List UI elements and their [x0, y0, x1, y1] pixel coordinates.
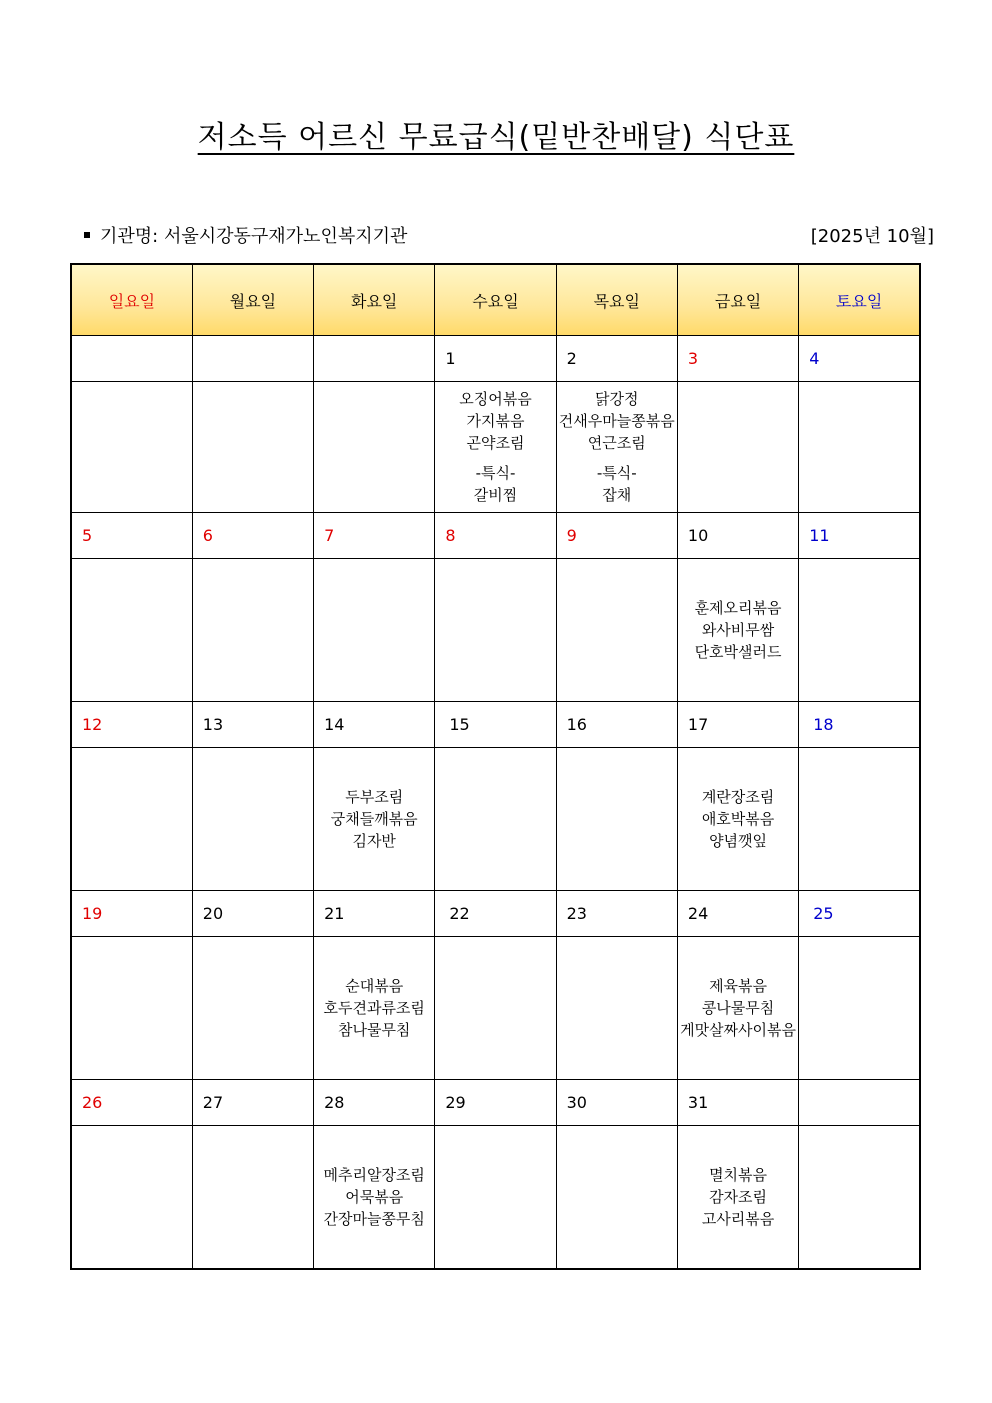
week-2-dates [71, 513, 920, 559]
date-cell: 15 [435, 702, 556, 748]
menu-cell [71, 748, 192, 891]
menu-cell [192, 937, 313, 1080]
menu-cell [71, 937, 192, 1080]
weekday-thursday: 목요일 [556, 264, 677, 336]
menu-cell [677, 559, 798, 702]
date-cell: 1 [435, 336, 556, 382]
menu-item: 김자반 [352, 832, 396, 850]
date-cell [192, 336, 313, 382]
date-cell: 10 [677, 513, 798, 559]
menu-item: 호두견과류조림 [323, 999, 425, 1017]
meal-calendar [70, 263, 921, 1270]
date-cell: 17 [677, 702, 798, 748]
menu-item: 오징어볶음 [459, 390, 532, 408]
menu-item: 애호박볶음 [701, 810, 775, 828]
date-cell: 2 [556, 336, 677, 382]
date-cell: 4 [799, 336, 920, 382]
date-cell: 27 [192, 1080, 313, 1126]
date-cell: 3 [677, 336, 798, 382]
page-title: 저소득 어르신 무료급식(밑반찬배달) 식단표 [197, 120, 795, 155]
weekday-friday: 금요일 [677, 264, 798, 336]
date-cell: 20 [192, 891, 313, 937]
menu-cell [799, 559, 920, 702]
date-cell: 26 [71, 1080, 192, 1126]
week-1-dates [71, 336, 920, 382]
menu-item: 단호박샐러드 [694, 643, 782, 661]
date-cell: 18 [799, 702, 920, 748]
menu-item: 메추리알장조림 [323, 1166, 425, 1184]
menu-cell [71, 559, 192, 702]
menu-item: 두부조림 [345, 788, 404, 806]
menu-cell [435, 382, 556, 513]
date-cell: 21 [314, 891, 435, 937]
menu-item: 와사비무쌈 [701, 621, 775, 639]
date-cell: 23 [556, 891, 677, 937]
menu-item: 연근조림 [587, 434, 646, 452]
date-cell: 22 [435, 891, 556, 937]
date-cell: 7 [314, 513, 435, 559]
menu-item: 멸치볶음 [709, 1166, 768, 1184]
menu-cell [314, 748, 435, 891]
week-5-menus [71, 1126, 920, 1270]
menu-item: 훈제오리볶음 [694, 599, 782, 617]
menu-item: 양념깻잎 [709, 832, 768, 850]
menu-item: 건새우마늘쫑볶음 [558, 412, 675, 430]
menu-cell [435, 937, 556, 1080]
menu-cell [677, 1126, 798, 1270]
menu-item: 계란장조림 [701, 788, 775, 806]
menu-cell [556, 748, 677, 891]
weekday-monday: 월요일 [192, 264, 313, 336]
week-3-menus [71, 748, 920, 891]
menu-item: 간장마늘쫑무침 [323, 1210, 425, 1228]
menu-item: 가지볶음 [466, 412, 525, 430]
week-4-menus [71, 937, 920, 1080]
menu-cell [799, 748, 920, 891]
menu-cell [556, 937, 677, 1080]
menu-item: 어묵볶음 [345, 1188, 404, 1206]
menu-item: 고사리볶음 [701, 1210, 775, 1228]
period-label: [2025년 10월] [810, 226, 934, 247]
special-label: -특식- [475, 464, 516, 482]
menu-cell [677, 382, 798, 513]
date-cell: 8 [435, 513, 556, 559]
bullet-icon [84, 232, 90, 238]
date-cell: 24 [677, 891, 798, 937]
organization-name: 기관명: 서울시강동구재가노인복지기관 [100, 226, 408, 247]
date-cell: 11 [799, 513, 920, 559]
menu-cell [435, 1126, 556, 1270]
menu-item: 잡채 [602, 486, 632, 504]
menu-item: 제육볶음 [709, 977, 768, 995]
week-3-dates [71, 702, 920, 748]
menu-item: 감자조림 [709, 1188, 768, 1206]
date-cell: 9 [556, 513, 677, 559]
menu-cell [71, 382, 192, 513]
menu-cell [314, 559, 435, 702]
date-cell [799, 1080, 920, 1126]
menu-cell [435, 559, 556, 702]
menu-item: 게맛살짜사이볶음 [680, 1021, 796, 1039]
menu-cell [556, 559, 677, 702]
organization-label [84, 222, 407, 248]
menu-item: 궁채들깨볶음 [330, 810, 418, 828]
week-4-dates [71, 891, 920, 937]
date-cell: 29 [435, 1080, 556, 1126]
date-cell [314, 336, 435, 382]
week-1-menus [71, 382, 920, 513]
menu-cell [71, 1126, 192, 1270]
date-cell: 13 [192, 702, 313, 748]
weekday-tuesday: 화요일 [314, 264, 435, 336]
menu-cell [192, 748, 313, 891]
menu-cell [314, 937, 435, 1080]
week-2-menus [71, 559, 920, 702]
menu-item: 닭강정 [595, 390, 639, 408]
menu-cell [556, 382, 677, 513]
date-cell: 12 [71, 702, 192, 748]
menu-cell [435, 748, 556, 891]
date-cell: 14 [314, 702, 435, 748]
weekday-header-row [71, 264, 920, 336]
menu-cell [314, 382, 435, 513]
menu-cell [677, 748, 798, 891]
menu-cell [192, 382, 313, 513]
date-cell: 5 [71, 513, 192, 559]
menu-item: 순대볶음 [345, 977, 404, 995]
weekday-wednesday: 수요일 [435, 264, 556, 336]
menu-cell [192, 559, 313, 702]
menu-item: 곤약조림 [466, 434, 525, 452]
menu-item: 참나물무침 [337, 1021, 411, 1039]
menu-cell [314, 1126, 435, 1270]
date-cell: 6 [192, 513, 313, 559]
menu-cell [799, 937, 920, 1080]
week-5-dates [71, 1080, 920, 1126]
menu-cell [192, 1126, 313, 1270]
menu-cell [799, 1126, 920, 1270]
menu-item: 콩나물무침 [701, 999, 775, 1017]
menu-item: 갈비찜 [473, 486, 518, 504]
menu-cell [556, 1126, 677, 1270]
menu-cell [677, 937, 798, 1080]
special-label: -특식- [596, 464, 637, 482]
date-cell [71, 336, 192, 382]
date-cell: 19 [71, 891, 192, 937]
weekday-saturday: 토요일 [799, 264, 920, 336]
date-cell: 30 [556, 1080, 677, 1126]
date-cell: 31 [677, 1080, 798, 1126]
date-cell: 16 [556, 702, 677, 748]
date-cell: 28 [314, 1080, 435, 1126]
weekday-sunday: 일요일 [71, 264, 192, 336]
date-cell: 25 [799, 891, 920, 937]
menu-cell [799, 382, 920, 513]
